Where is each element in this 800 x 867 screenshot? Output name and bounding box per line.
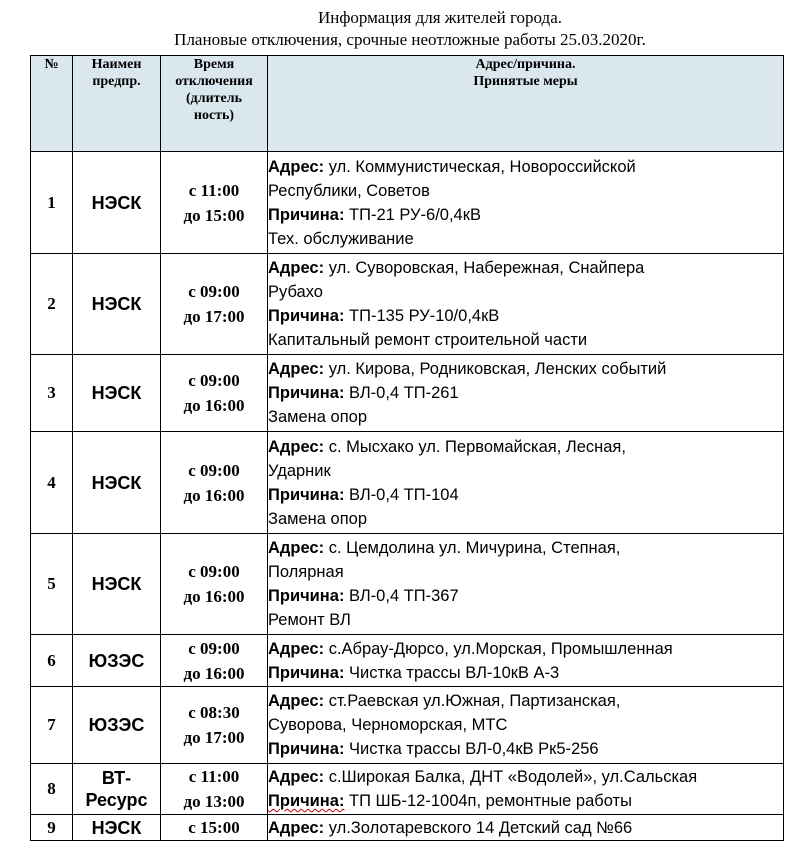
outage-table	[30, 55, 784, 841]
address-text-cont: Суворова, Черноморская, МТС	[268, 716, 508, 734]
page-title-line1: Информация для жителей города.	[318, 8, 562, 27]
address-label: Адрес:	[268, 692, 325, 710]
reason-label: Причина:	[268, 587, 345, 605]
address-label: Адрес:	[268, 360, 325, 378]
row-number: 1	[31, 152, 73, 254]
measure-text: Тех. обслуживание	[268, 229, 414, 248]
address-text: с. Цемдолина ул. Мичурина, Степная,	[324, 539, 621, 557]
table-row	[31, 815, 784, 841]
reason-label: Причина:	[268, 792, 345, 810]
measure-text: Ремонт ВЛ	[268, 611, 351, 629]
time-to: до 17:00	[183, 307, 245, 326]
address-cell	[268, 764, 784, 815]
reason-label: Причина:	[268, 485, 345, 504]
organization	[73, 764, 161, 815]
column-header-time-line: ность)	[193, 108, 235, 123]
time-from: с 09:00	[188, 282, 240, 301]
reason-text: Чистка трассы ВЛ-10кВ А-3	[344, 663, 560, 682]
time-to: до 16:00	[183, 396, 245, 415]
column-header-org-line: Наимен	[91, 57, 142, 72]
measure-text: Замена опор	[268, 408, 367, 426]
row-number: 9	[31, 815, 73, 841]
column-header-time-line: Время	[193, 57, 235, 72]
row-number: 8	[31, 764, 73, 815]
address-cell	[268, 432, 784, 534]
address-label: Адрес:	[268, 157, 325, 176]
time-range	[161, 432, 268, 534]
column-header-time-line: (длитель	[185, 91, 242, 106]
time-to: до 13:00	[183, 792, 245, 811]
row-number: 5	[31, 534, 73, 635]
reason-label: Причина:	[268, 740, 345, 758]
organization: НЭСК	[73, 534, 161, 635]
address-cell	[268, 815, 784, 841]
address-label: Адрес:	[268, 259, 325, 277]
time-to: до 16:00	[183, 587, 245, 606]
address-cell	[268, 152, 784, 254]
address-text-cont: Республики, Советов	[268, 181, 430, 200]
address-label: Адрес:	[268, 539, 325, 557]
table-row	[31, 534, 784, 635]
reason-label: Причина:	[268, 663, 345, 682]
page-title-line2: Плановые отключения, срочные неотложные работы 25.03.2020г.	[174, 30, 646, 49]
reason-label: Причина:	[268, 205, 345, 224]
time-from: с 11:00	[188, 767, 240, 786]
table-row	[31, 355, 784, 432]
address-text: ул.Золотаревского 14 Детский сад №66	[324, 818, 633, 837]
row-number: 6	[31, 635, 73, 687]
time-range	[161, 635, 268, 687]
address-label: Адрес:	[268, 768, 325, 786]
reason-text: ВЛ-0,4 ТП-367	[344, 587, 459, 605]
column-header-address-line: Принятые меры	[473, 74, 578, 89]
address-cell	[268, 254, 784, 355]
time-to: до 15:00	[183, 205, 245, 225]
reason-label: Причина:	[268, 384, 345, 402]
address-text: с.Широкая Балка, ДНТ «Водолей», ул.Сальская	[324, 768, 698, 786]
time-from: с 09:00	[188, 371, 240, 390]
measure-text: Капитальный ремонт строительной части	[268, 331, 588, 349]
row-number: 3	[31, 355, 73, 432]
address-cell	[268, 355, 784, 432]
time-range	[161, 534, 268, 635]
organization: ЮЗЭС	[73, 687, 161, 764]
measure-text: Замена опор	[268, 509, 367, 528]
organization: НЭСК	[73, 254, 161, 355]
address-label: Адрес:	[268, 639, 325, 658]
address-text: ул. Коммунистическая, Новороссийской	[324, 157, 636, 176]
table-row	[31, 152, 784, 254]
reason-text: Чистка трассы ВЛ-0,4кВ Рк5-256	[344, 740, 599, 758]
time-from: с 09:00	[188, 638, 240, 658]
table-row	[31, 254, 784, 355]
reason-text: ВЛ-0,4 ТП-104	[344, 485, 459, 504]
table-row	[31, 687, 784, 764]
table-row	[31, 764, 784, 815]
reason-text: ТП-135 РУ-10/0,4кВ	[344, 307, 500, 325]
time-from: с 11:00	[188, 180, 240, 200]
address-text: с.Абрау-Дюрсо, ул.Морская, Промышленная	[324, 639, 673, 658]
time-range	[161, 254, 268, 355]
reason-label: Причина:	[268, 307, 345, 325]
address-text: ул. Суворовская, Набережная, Снайпера	[324, 259, 645, 277]
address-label: Адрес:	[268, 437, 325, 456]
address-cell	[268, 635, 784, 687]
reason-text: ТП ШБ-12-1004п, ремонтные работы	[344, 792, 632, 810]
address-cell	[268, 687, 784, 764]
address-text: с. Мысхако ул. Первомайская, Лесная,	[324, 437, 626, 456]
column-header-time	[161, 56, 268, 152]
reason-text: ВЛ-0,4 ТП-261	[344, 384, 459, 402]
organization: ЮЗЭС	[73, 635, 161, 687]
address-label: Адрес:	[268, 818, 325, 837]
time-from: с 08:30	[188, 703, 240, 722]
table-header-row	[31, 56, 784, 152]
column-header-org-line: предпр.	[92, 74, 141, 89]
address-text-cont: Рубахо	[268, 283, 323, 301]
column-header-org	[73, 56, 161, 152]
organization: НЭСК	[73, 355, 161, 432]
column-header-address-line: Адрес/причина.	[475, 57, 576, 72]
organization-line: Ресурс	[85, 790, 148, 810]
time-from: с 15:00	[188, 818, 240, 837]
column-header-address	[268, 56, 784, 152]
time-range	[161, 764, 268, 815]
row-number: 7	[31, 687, 73, 764]
time-from: с 09:00	[188, 562, 240, 581]
time-to: до 16:00	[183, 663, 245, 683]
address-text-cont: Ударник	[268, 461, 331, 480]
organization: НЭСК	[73, 815, 161, 841]
address-text: ул. Кирова, Родниковская, Ленских событий	[324, 360, 667, 378]
address-cell	[268, 534, 784, 635]
time-range	[161, 355, 268, 432]
table-row	[31, 432, 784, 534]
row-number: 4	[31, 432, 73, 534]
address-text-cont: Полярная	[268, 563, 344, 581]
organization-line: ВТ-	[101, 768, 132, 788]
time-to: до 16:00	[183, 485, 245, 505]
organization: НЭСК	[73, 152, 161, 254]
time-range	[161, 687, 268, 764]
address-text: ст.Раевская ул.Южная, Партизанская,	[324, 692, 621, 710]
time-from: с 09:00	[188, 460, 240, 480]
organization: НЭСК	[73, 432, 161, 534]
reason-text: ТП-21 РУ-6/0,4кВ	[344, 205, 481, 224]
table-row	[31, 635, 784, 687]
time-to: до 17:00	[183, 728, 245, 747]
column-header-num: №	[31, 56, 73, 152]
time-range	[161, 815, 268, 841]
time-range	[161, 152, 268, 254]
column-header-time-line: отключения	[175, 74, 253, 89]
row-number: 2	[31, 254, 73, 355]
